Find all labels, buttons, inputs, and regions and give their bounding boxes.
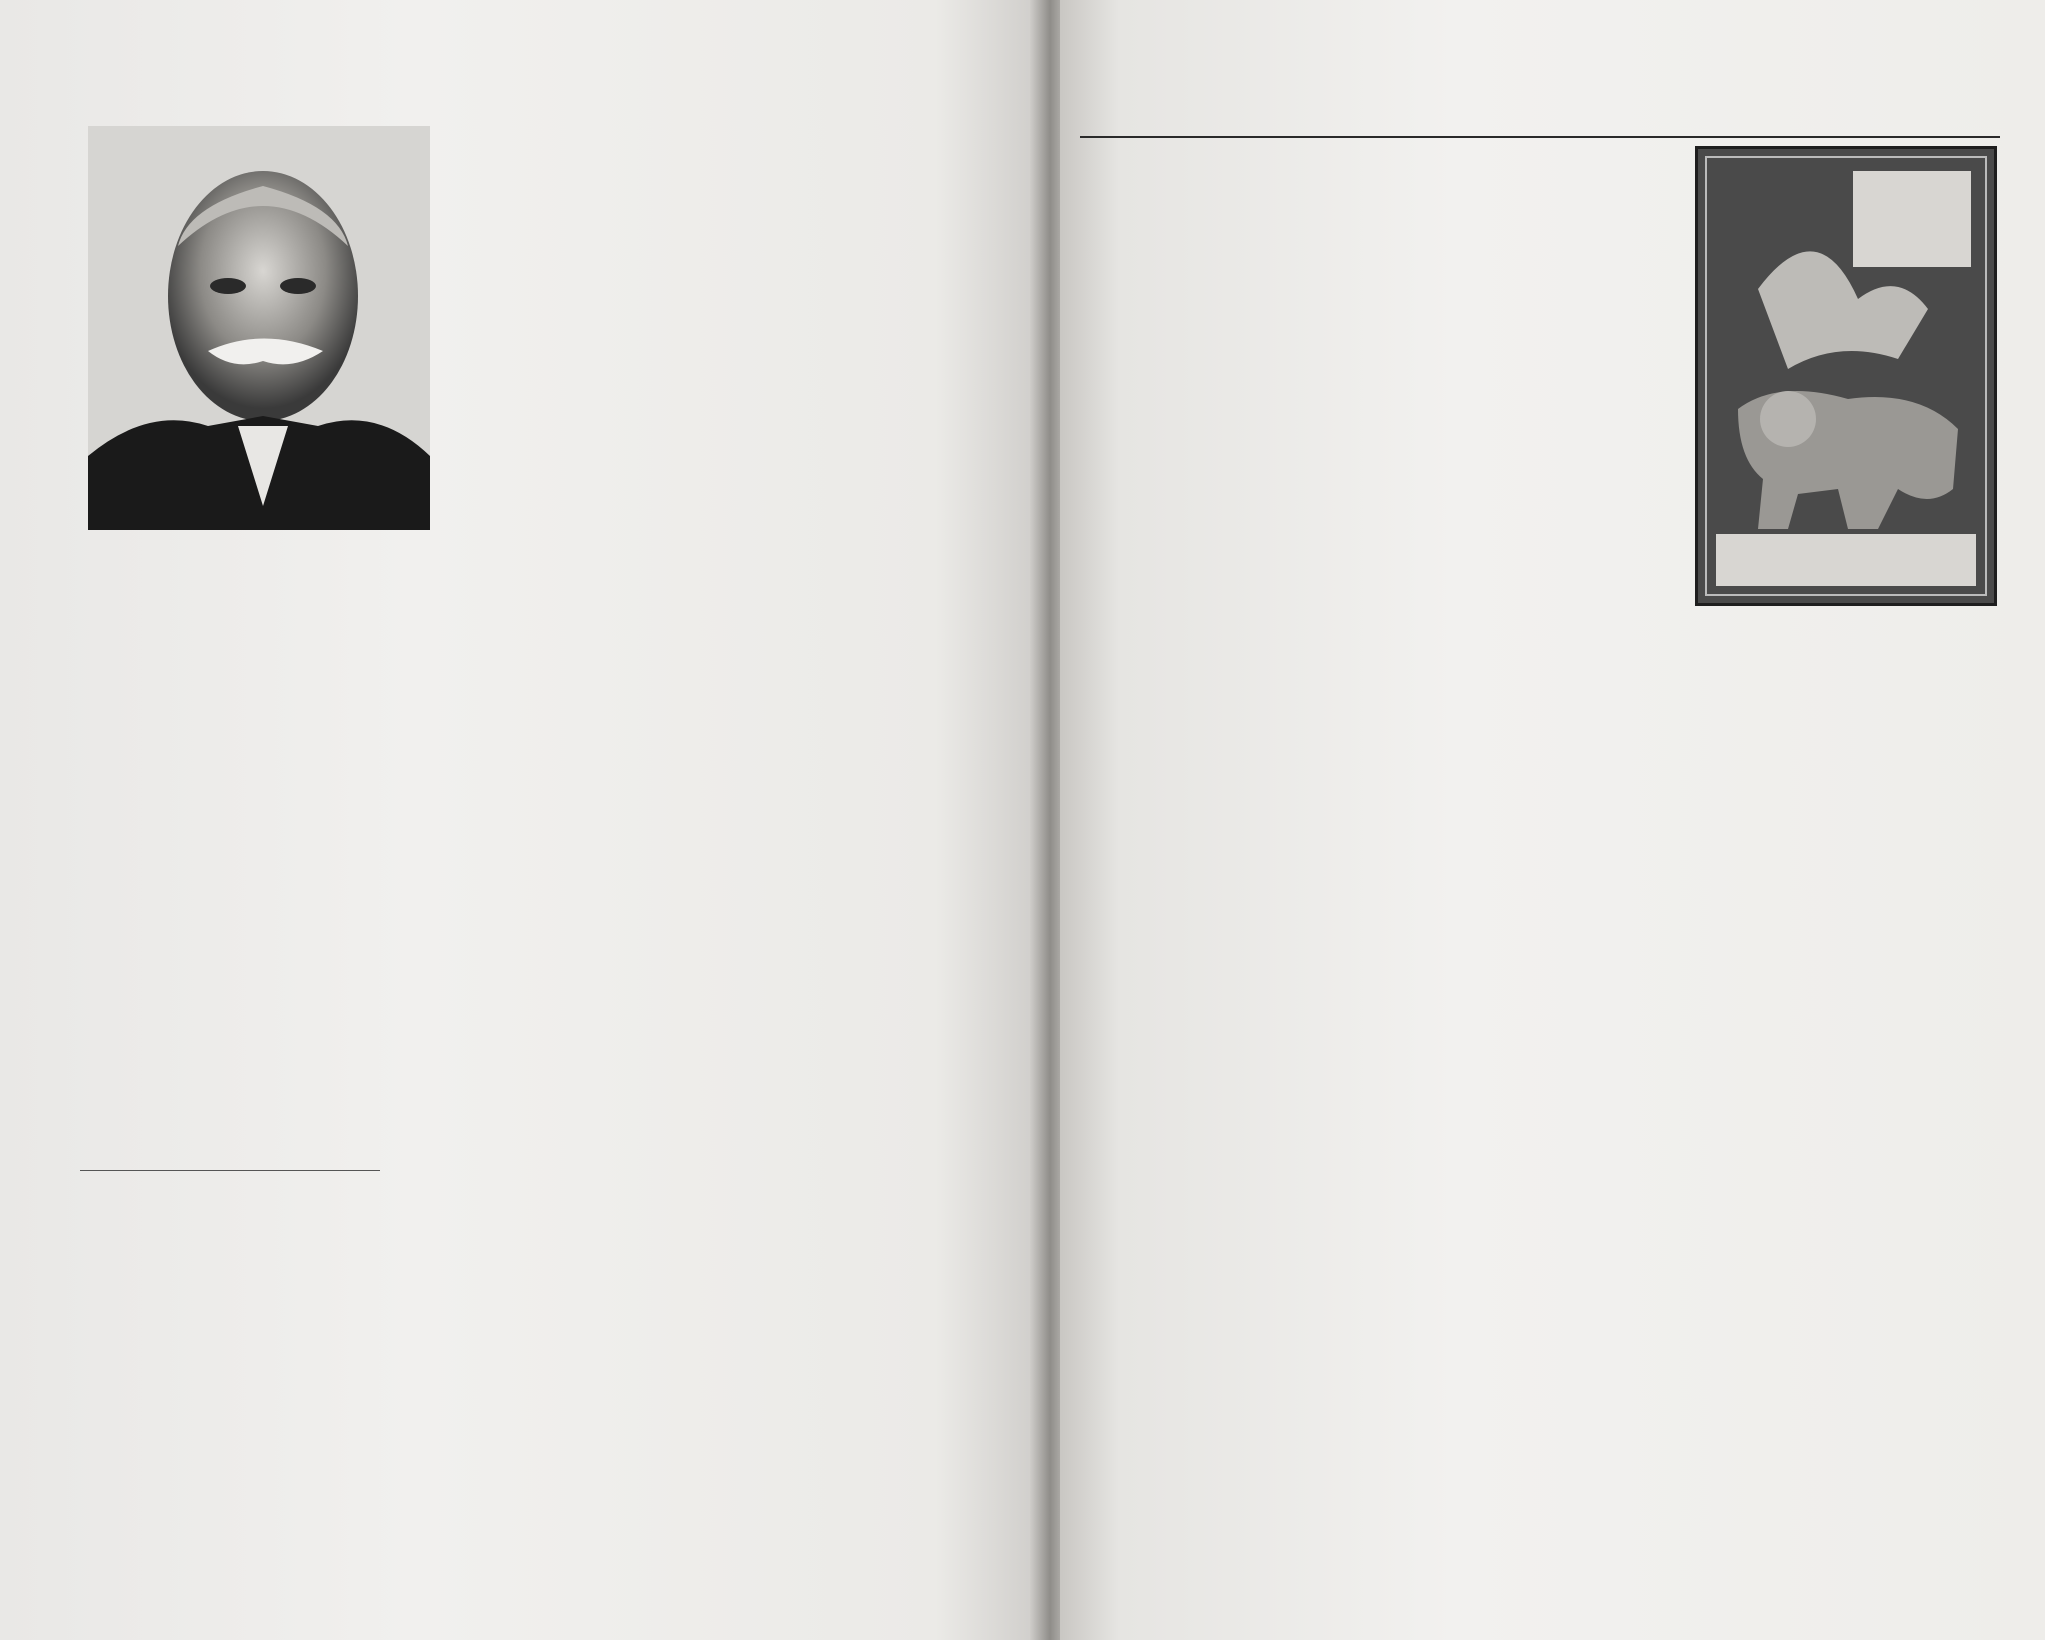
right-page	[1060, 0, 2045, 1640]
emblem-illustration	[1698, 149, 1994, 603]
left-footnotes	[80, 1182, 1022, 1602]
portrait-illustration	[88, 126, 430, 530]
pilgrims-emblem-image	[1695, 146, 1997, 606]
left-main-text	[80, 670, 1022, 1148]
footnote-divider	[80, 1170, 380, 1171]
milner-portrait-photo	[88, 126, 430, 530]
right-main-text	[1080, 1062, 2000, 1622]
header-rule	[1080, 136, 2000, 138]
right-wrap-column	[1080, 152, 1676, 1062]
